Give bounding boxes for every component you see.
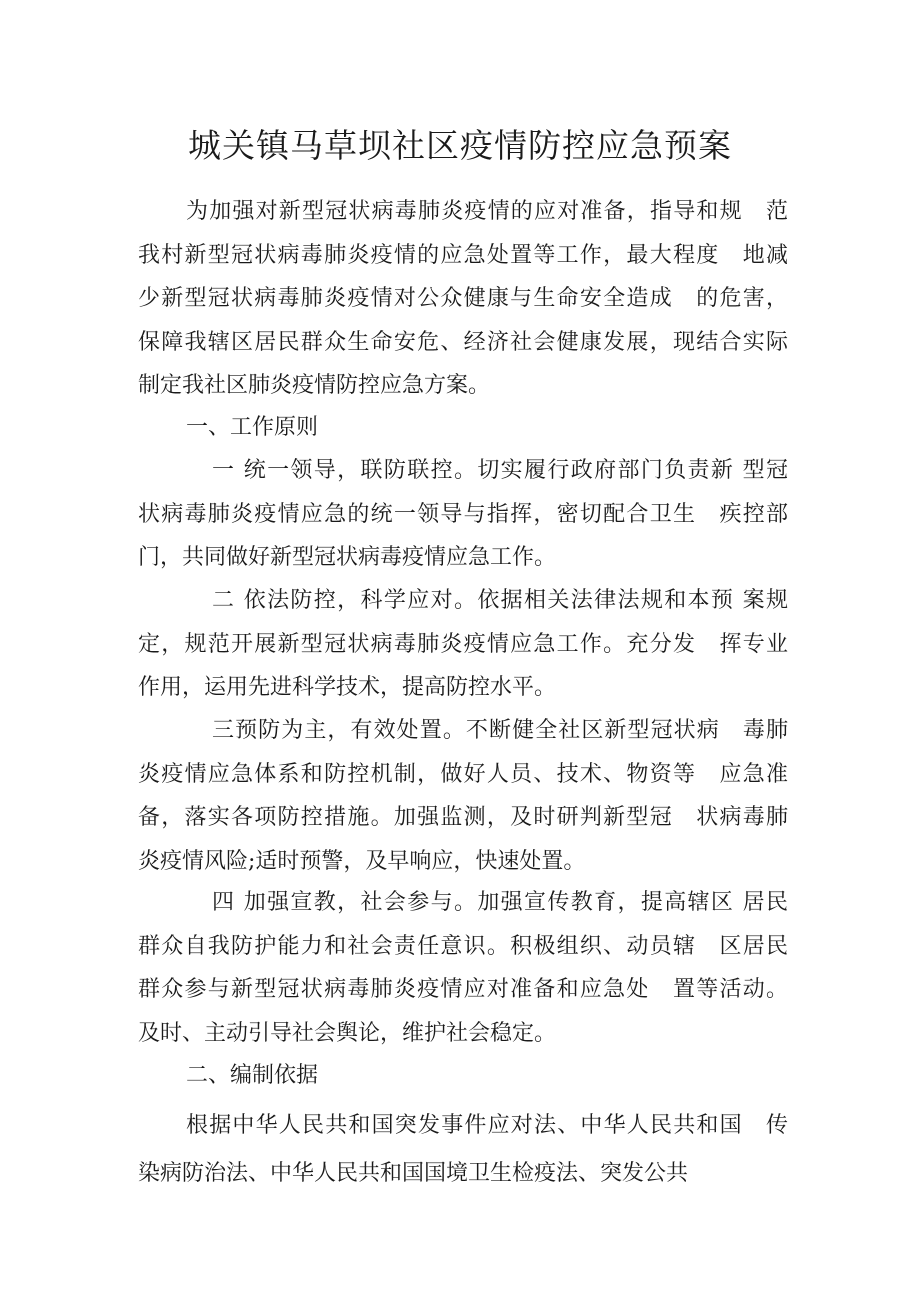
text-line: 群众参与新型冠状病毒肺炎疫情应对准备和应急处 置等活动。: [138, 977, 788, 1002]
text-line: 根据中华人民共和国突发事件应对法、中华人民共和国 传: [186, 1113, 788, 1138]
text-line: 一 统一领导，联防联控。切实履行政府部门负责新 型冠: [212, 458, 788, 483]
text-line: 保障我辖区居民群众生命安危、经济社会健康发展，现结合实际: [138, 329, 788, 355]
text-line: 三预防为主，有效处置。不断健全社区新型冠状病 毒肺: [212, 718, 788, 743]
principle-item-4: [138, 881, 788, 1055]
text-line: 二 依法防控，科学应对。依据相关法律法规和本预 案规: [212, 588, 788, 613]
text-line: 状病毒肺炎疫情应急的统一领导与指挥，密切配合卫生 疾控部: [138, 501, 788, 527]
principle-item-2: [138, 579, 788, 710]
intro-paragraph: [138, 190, 788, 408]
section-heading-principles: 一、工作原则: [186, 415, 319, 440]
basis-paragraph: [138, 1102, 788, 1198]
text-line: 为加强对新型冠状病毒肺炎疫情的应对准备，指导和规 范: [186, 199, 788, 224]
text-line: 门，共同做好新型冠状病毒疫情应急工作。: [138, 545, 557, 570]
text-line: 制定我社区肺炎疫情防控应急方案。: [138, 373, 491, 398]
principle-item-1: [138, 449, 788, 580]
text-line: 我村新型冠状病毒肺炎疫情的应急处置等工作，最大程度 地减: [138, 242, 788, 268]
text-line: 染病防治法、中华人民共和国国境卫生检疫法、突发公共: [138, 1161, 689, 1186]
text-line: 炎疫情风险;适时预警，及早响应，快速处置。: [138, 848, 586, 874]
text-line: 作用，运用先进科学技术，提高防控水平。: [138, 675, 557, 700]
text-line: 群众自我防护能力和社会责任意识。积极组织、动员辖 区居民: [138, 933, 788, 959]
text-line: 炎疫情应急体系和防控机制，做好人员、技术、物资等 应急准: [138, 761, 788, 787]
text-line: 备，落实各项防控措施。加强监测，及时研判新型冠 状病毒肺: [138, 805, 788, 830]
text-line: 定，规范开展新型冠状病毒肺炎疫情应急工作。充分发 挥专业: [138, 631, 788, 657]
text-line: 四 加强宣教，社会参与。加强宣传教育，提高辖区 居民: [212, 890, 788, 915]
text-line: 及时、主动引导社会舆论，维护社会稳定。: [138, 1020, 557, 1046]
section-heading-basis: 二、编制依据: [186, 1063, 319, 1088]
principle-item-3: [138, 709, 788, 883]
text-line: 少新型冠状病毒肺炎疫情对公众健康与生命安全造成 的危害，: [138, 286, 788, 311]
document-title: 城关镇马草坝社区疫情防控应急预案: [188, 126, 732, 165]
